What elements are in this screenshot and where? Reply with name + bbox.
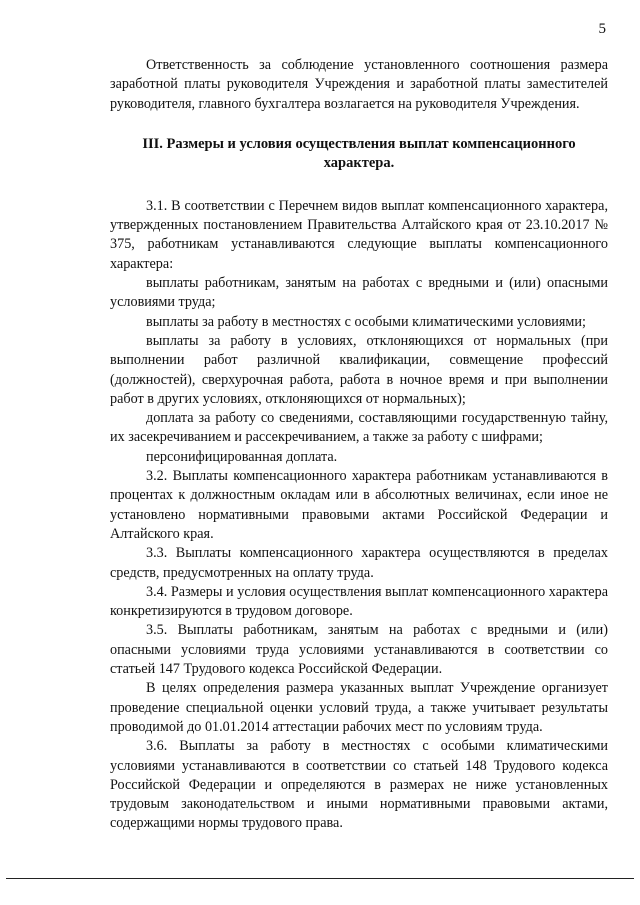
list-item-deviating-conditions: выплаты за работу в условиях, отклоняющихся от нормальных (при выполнении работ различной квалификации, совмещение профессий (должностей), сверхурочная работа, работа в ночное время и при выполнении работ в других условиях, отклоняющихся от нормальных); xyxy=(110,332,608,407)
list-item-personal-bonus: персонифицированная доплата. xyxy=(146,448,338,465)
list-item-state-secret: доплата за работу со сведениями, составляющими государственную тайну, их засекречиванием и рассекречиванием, а также за работу с шифрами; xyxy=(110,410,608,446)
paragraph-3-1: 3.1. В соответствии с Перечнем видов выплат компенсационного характера, утвержденных постановлением Правительства Алтайского края от 23.10.2017 № 375, работникам устанавливаются следующие выплаты компенсационного характера: xyxy=(110,197,608,272)
paragraph-assessment: В целях определения размера указанных выплат Учреждение организует проведение специальной оценки условий труда, а также учитывает результаты проводимой до 01.01.2014 аттестации рабочих мест по условиям труда. xyxy=(110,680,608,735)
list-item-harmful-conditions: выплаты работникам, занятым на работах с вредными и (или) опасными условиями труда; xyxy=(110,275,608,311)
section-heading: III. Размеры и условия осуществления выплат компенсационного характера. xyxy=(142,135,576,172)
paragraph-3-6: 3.6. Выплаты за работу в местностях с особыми климатическими условиями устанавливаются в соответствии со статьей 148 Трудового кодекса Российской Федерации и определяются в размерах не ниже установленных трудовым законодательством и иными нормативными правовыми актами, содержащими нормы трудового права. xyxy=(110,738,608,832)
document-body xyxy=(110,56,608,834)
page-number: 5 xyxy=(598,21,606,37)
paragraph-3-4: 3.4. Размеры и условия осуществления выплат компенсационного характера конкретизируются в трудовом договоре. xyxy=(110,583,608,620)
paragraph-3-3: 3.3. Выплаты компенсационного характера осуществляются в пределах средств, предусмотренных на оплату труда. xyxy=(110,545,608,581)
bottom-divider xyxy=(6,878,634,879)
list-item-climatic-conditions: выплаты за работу в местностях с особыми климатическими условиями; xyxy=(146,313,586,330)
paragraph-3-5: 3.5. Выплаты работникам, занятым на работах с вредными и (или) опасными условиями труда условиями устанавливаются в соответствии со статьей 147 Трудового кодекса Российской Федерации. xyxy=(110,622,608,678)
paragraph-responsibility: Ответственность за соблюдение установленного соотношения размера заработной платы руководителя Учреждения и заработной платы заместителей руководителя, главного бухгалтера возлагается на руководителя Учреждения. xyxy=(110,57,608,112)
paragraph-3-2: 3.2. Выплаты компенсационного характера работникам устанавливаются в процентах к должностным окладам или в абсолютных величинах, если иное не установлено нормативными правовыми актами Российской Федерации и Алтайского края. xyxy=(110,468,608,542)
